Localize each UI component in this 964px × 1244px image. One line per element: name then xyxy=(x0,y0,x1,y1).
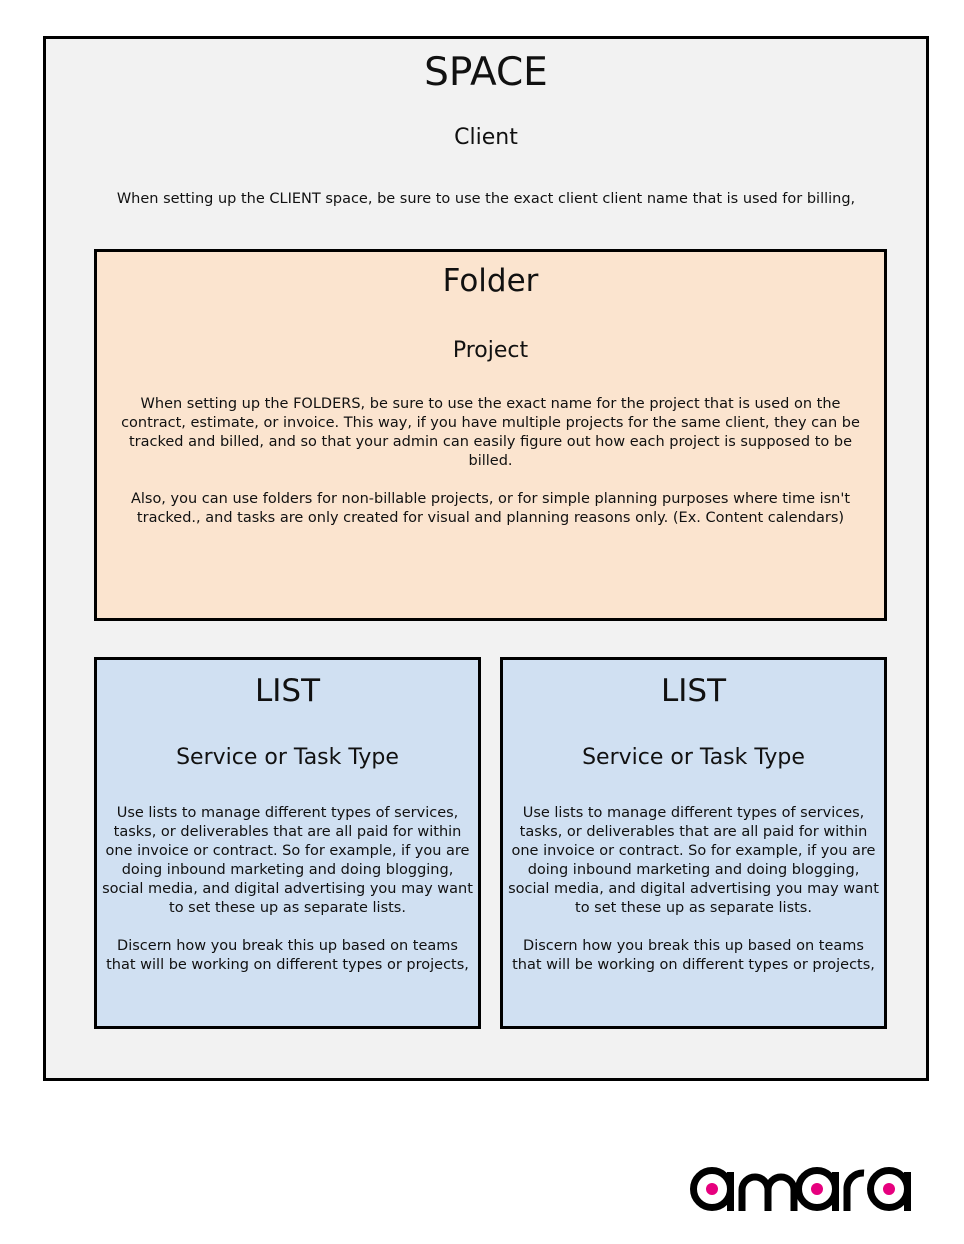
list-box-left xyxy=(94,657,481,1029)
list-paragraph: Discern how you break this up based on teams that will be working on different types or projects, xyxy=(512,938,875,973)
space-title: SPACE xyxy=(424,50,548,95)
list-paragraph: Use lists to manage different types of services, tasks, or deliverables that are all paid for within one invoice or contract. So for example, if you are doing inbound marketing and doing blogging, social media, and digital advertising you may want to set these up as separate lists. xyxy=(102,805,473,916)
folder-subtitle: Project xyxy=(452,338,529,363)
list-paragraph: Discern how you break this up based on teams that will be working on different types or projects, xyxy=(106,938,469,973)
space-subtitle: Client xyxy=(454,125,518,150)
list-title: LIST xyxy=(254,673,321,709)
space-note: When setting up the CLIENT space, be sure to use the exact client client name that is used for billing, xyxy=(116,191,856,207)
folder-paragraph: Also, you can use folders for non-billable projects, or for simple planning purposes where time isn't tracked., and tasks are only created for visual and planning reasons only. (Ex. Content calendars) xyxy=(130,491,851,526)
amara-logo xyxy=(688,1160,914,1216)
logo-dot xyxy=(811,1183,823,1195)
list-subtitle: Service or Task Type xyxy=(176,745,399,770)
list-title: LIST xyxy=(660,673,727,709)
list-subtitle: Service or Task Type xyxy=(582,745,805,770)
list-paragraph: Use lists to manage different types of services, tasks, or deliverables that are all paid for within one invoice or contract. So for example, if you are doing inbound marketing and doing blogging, social media, and digital advertising you may want to set these up as separate lists. xyxy=(508,805,879,916)
list-box-right xyxy=(500,657,887,1029)
logo-dot xyxy=(883,1183,895,1195)
list-body xyxy=(101,804,474,994)
folder-box xyxy=(94,249,887,621)
folder-body xyxy=(121,395,860,547)
folder-paragraph: When setting up the FOLDERS, be sure to use the exact name for the project that is used on the contract, estimate, or invoice. This way, if you have multiple projects for the same client, they can be tracked and billed, and so that your admin can easily figure out how each project is supposed to be billed. xyxy=(121,396,860,469)
list-body xyxy=(507,804,880,994)
folder-title: Folder xyxy=(442,263,539,299)
logo-dot xyxy=(706,1183,718,1195)
